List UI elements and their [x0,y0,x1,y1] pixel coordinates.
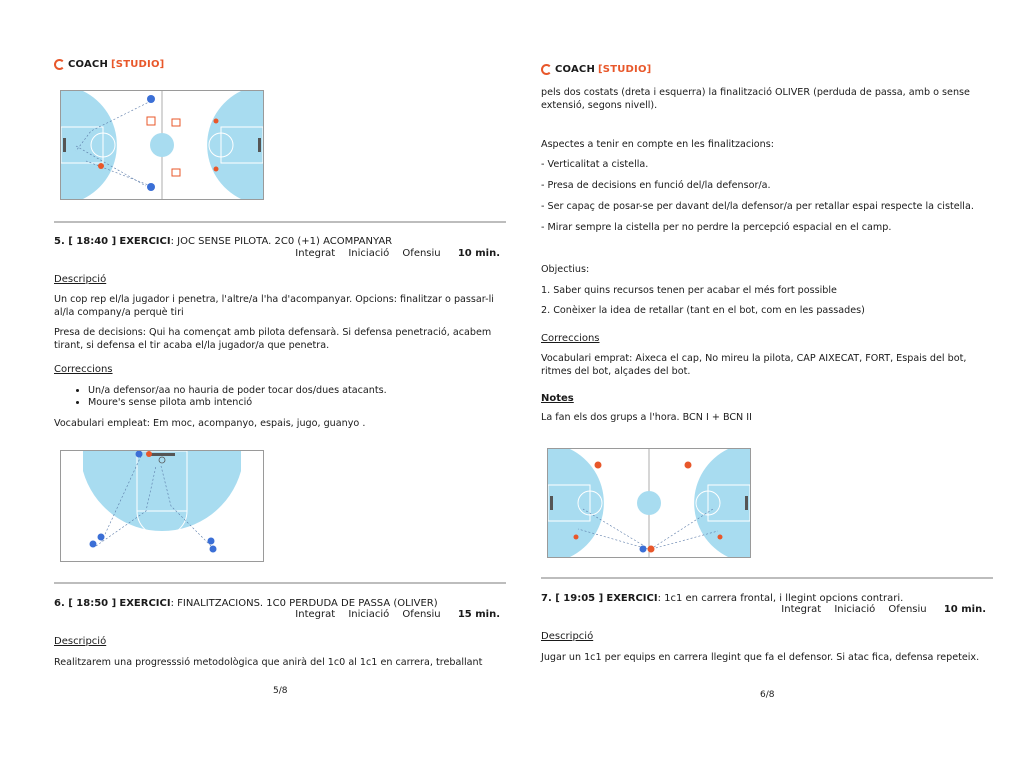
section-divider [54,582,506,584]
description-heading: Descripció [541,631,594,642]
aspect-item: - Verticalitat a cistella. [541,159,649,170]
description-heading: Descripció [54,636,107,647]
objectives-heading: Objectius: [541,264,590,275]
exercise-5-heading: 5. [ 18:40 ] EXERCICI: JOC SENSE PILOTA. 2C0 (+1) ACOMPANYAR [54,236,393,247]
description-heading: Descripció [54,274,107,285]
objective-item: 2. Conèixer la idea de retallar (tant en el bot, com en les passades) [541,305,865,316]
corrections-heading: Correccions [541,333,600,344]
aspects-heading: Aspectes a tenir en compte en les finalitzacions: [541,139,774,150]
coach-studio-logo: COACH [STUDIO] [541,64,651,75]
page-number: 5/8 [273,686,288,696]
description-text-1: Realitzarem una progresssió metodològica que anirà del 1c0 al 1c1 en carrera, treballant [54,657,483,668]
corrections-heading: Correccions [54,364,113,375]
continuation-text: pels dos costats (dreta i esquerra) la finalització OLIVER (perduda de passa, amb o sense extensió, segons nivell). [541,87,970,111]
half-court-diagram [60,450,264,562]
description-text-1: Jugar un 1c1 per equips en carrera llegint que fa el defensor. Si atac fica, defensa repeteix. [541,652,980,663]
exercise-6-heading: 6. [ 18:50 ] EXERCICI: FINALITZACIONS. 1C0 PERDUDA DE PASSA (OLIVER) [54,598,438,609]
exercise-6-meta: Integrat Iniciació Ofensiu 15 min. [295,609,500,620]
aspect-item: - Ser capaç de posar-se per davant del/la defensor/a per retallar espai respecte la cistella. [541,201,974,212]
full-court-diagram-1 [60,90,264,200]
notes-text: La fan els dos grups a l'hora. BCN I + BCN II [541,412,752,423]
corrections-list [54,385,508,409]
aspect-item: - Mirar sempre la cistella per no perdre la percepció espacial en el camp. [541,222,892,233]
exercise-7-heading: 7. [ 19:05 ] EXERCICI: 1c1 en carrera frontal, i llegint opcions contrari. [541,593,904,604]
vocabulary-text: Vocabulari emprat: Aixeca el cap, No mireu la pilota, CAP AIXECAT, FORT, Espais del bot, ritmes del bot, alçades del bot. [541,353,967,377]
page-6 [512,0,1024,768]
section-divider [541,577,993,579]
coach-studio-logo: COACH [STUDIO] [54,59,164,70]
list-item: • Moure's sense pilota amb intenció [88,397,508,409]
exercise-5-meta: Integrat Iniciació Ofensiu 10 min. [295,248,500,259]
list-item: • Un/a defensor/aa no hauria de poder tocar dos/dues atacants. [88,385,508,397]
logo-icon [54,59,65,70]
vocabulary-text: Vocabulari empleat: Em moc, acompanyo, espais, jugo, guanyo . [54,418,366,429]
notes-heading: Notes [541,393,574,404]
description-text-1: Un cop rep el/la jugador i penetra, l'altre/a l'ha d'acompanyar. Opcions: finalitzar o passar-li al/la company/a perquè tiri [54,294,494,318]
page-number: 6/8 [760,690,775,700]
full-court-diagram-2 [547,448,751,558]
exercise-7-meta: Integrat Iniciació Ofensiu 10 min. [781,604,986,615]
aspect-item: - Presa de decisions en funció del/la defensor/a. [541,180,771,191]
logo-icon [541,64,552,75]
description-text-2: Presa de decisions: Qui ha començat amb pilota defensarà. Si defensa penetració, acabem tirant, si defensa el tir acaba el/la jugador/a que penetra. [54,327,492,351]
objective-item: 1. Saber quins recursos tenen per acabar el més fort possible [541,285,837,296]
section-divider [54,221,506,223]
